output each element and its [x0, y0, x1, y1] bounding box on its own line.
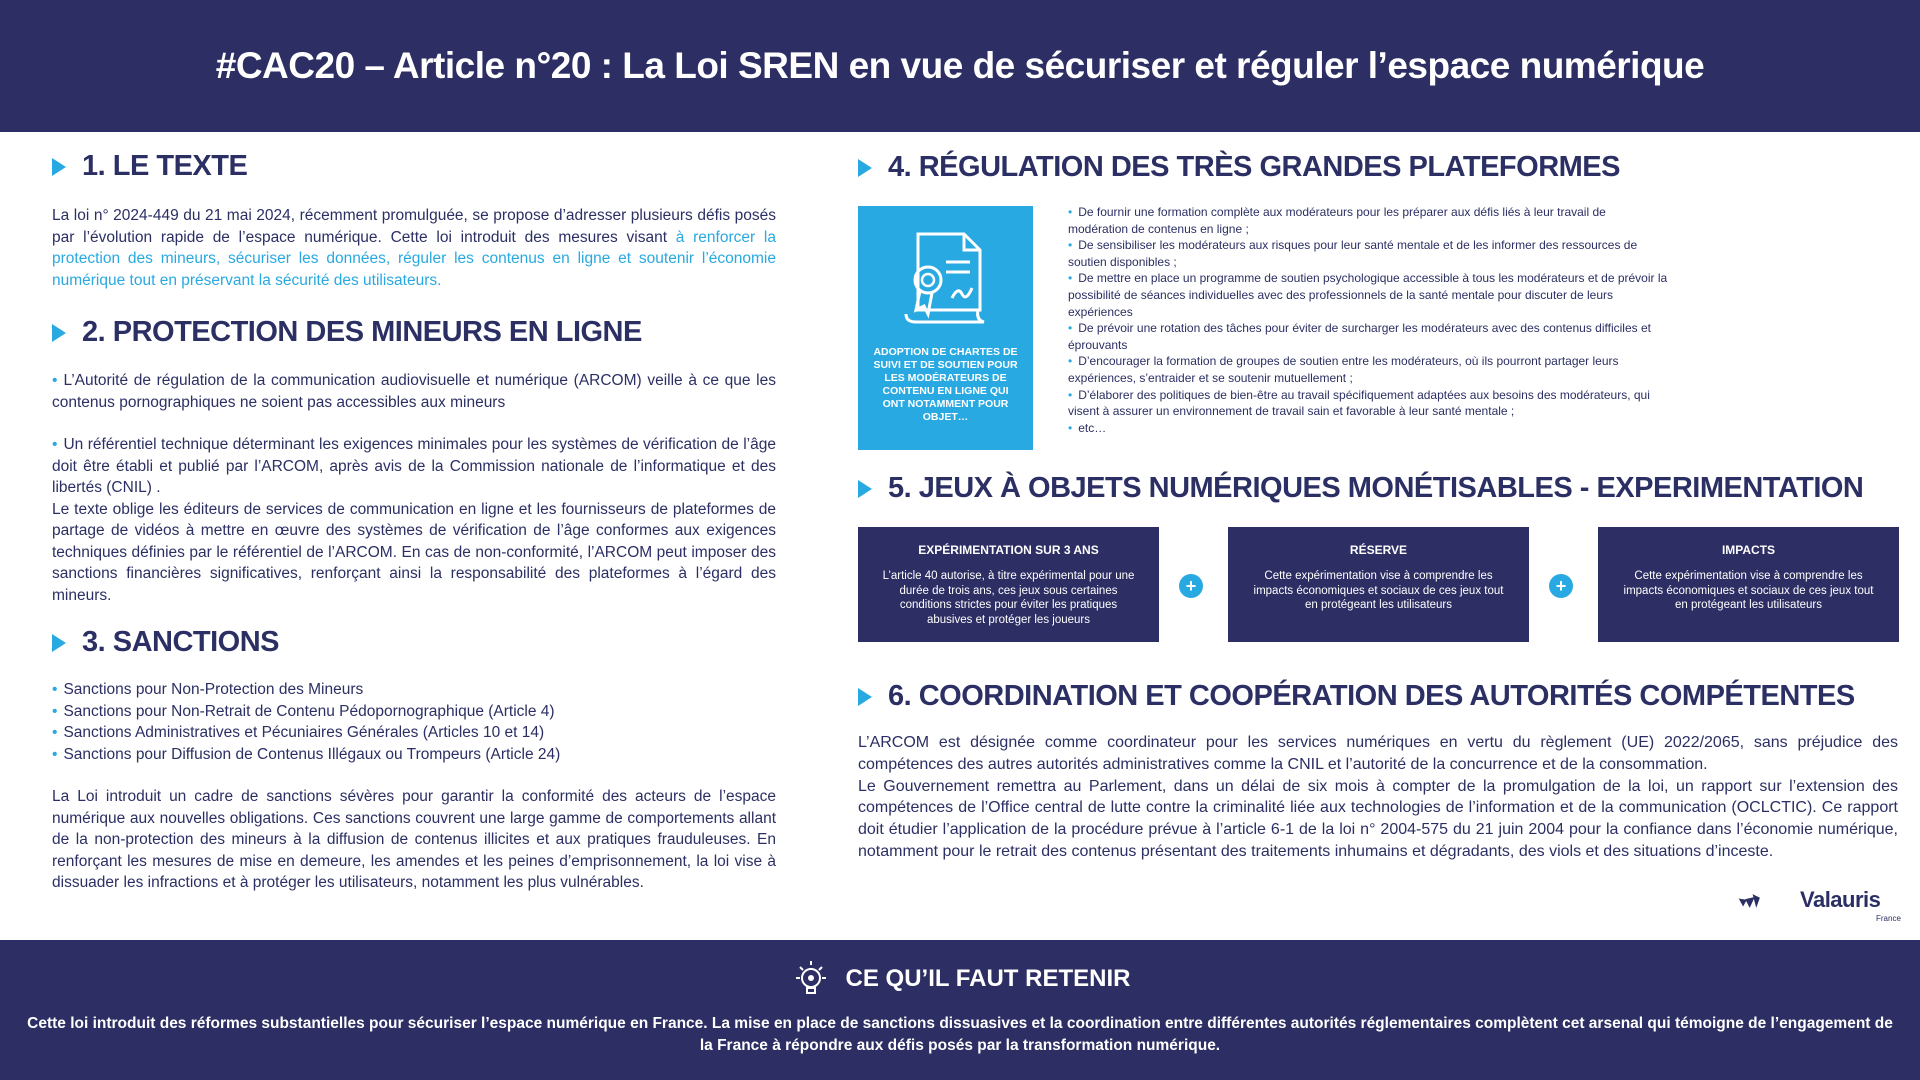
bullet-dot-icon: • [52, 724, 58, 741]
section-5-title-text: 5. JEUX À OBJETS NUMÉRIQUES MONÉTISABLES - EXPERIMENTATION [888, 472, 1864, 504]
list-item: • Sanctions pour Diffusion de Contenus Illégaux ou Trompeurs (Article 24) [52, 745, 561, 763]
footer-summary: Cette loi introduit des réformes substantielles pour sécuriser l’espace numérique en France. La mise en place de sanctions dissuasives et la coordination entre différentes autorités réglementaires complètent cet arsenal qui témoigne de l’engagement de la France à répondre aux défis posés par la transformation numérique. [27, 1015, 1893, 1054]
charter-box [858, 206, 1033, 450]
section-1-body [52, 205, 776, 291]
triangle-bullet-icon [858, 688, 872, 706]
section-6-paragraph-2: Le Gouvernement remettra au Parlement, dans un délai de six mois à compter de la promulgation de la loi, un rapport sur l’extension des compétences de l’Office central de lutte contre la criminalité liée aux technologies de l’information et de la communication (OCLCTIC). Ce rapport doit étudier l’application de la procédure prévue à l’article 6-1 de la loi n° 2004-575 du 21 juin 2004 pour la confiance dans l’économie numérique, notamment pour le retrait des contenus présentant des traitements inhumains et dégradants, des viols et des situations d’inceste. [858, 777, 1898, 860]
list-item: • D’élaborer des politiques de bien-être au travail spécifiquement adaptées aux besoins des modérateurs, qui visent à assurer un environnement de travail sain et favorable à leur santé mentale ; [1068, 387, 1650, 419]
reserve-card [1228, 527, 1529, 642]
bullet-dot-icon: • [1068, 238, 1073, 253]
card-title: IMPACTS [1721, 543, 1776, 557]
bullet-dot-icon: • [52, 681, 58, 698]
impacts-card [1598, 527, 1899, 642]
section-2-bullet-1: L’Autorité de régulation de la communication audiovisuelle et numérique (ARCOM) veille à ce que les contenus pornographiques ne soient pas accessibles aux mineurs [52, 372, 776, 411]
list-item: • De prévoir une rotation des tâches pour éviter de surcharger les modérateurs avec des contenus difficiles et éprouvants [1068, 321, 1651, 352]
bullet-dot-icon: • [1068, 354, 1073, 369]
section-6-title-text: 6. COORDINATION ET COOPÉRATION DES AUTORITÉS COMPÉTENTES [888, 680, 1855, 712]
section-1-title [52, 150, 247, 183]
charter-box-text: ADOPTION DE CHARTES DE SUIVI ET DE SOUTIEN POUR LES MODÉRATEURS DE CONTENU EN LIGNE QUI ONT NOTAMMENT POUR OBJET… [873, 346, 1018, 423]
list-item: • Sanctions pour Non-Retrait de Contenu Pédopornographique (Article 4) [52, 702, 555, 720]
bullet-dot-icon: • [1068, 205, 1073, 219]
section-2-title [52, 316, 642, 349]
list-item: • Sanctions pour Non-Protection des Mineurs [52, 681, 364, 698]
plus-icon: + [1549, 574, 1573, 598]
card-title: RÉSERVE [1349, 543, 1408, 557]
section-2-bullet-2: Un référentiel technique déterminant les exigences minimales pour les systèmes de vérification de l’âge doit être établi et publié par l’ARCOM, après avis de la Commission nationale de l’informatique et des libertés (CNIL) . [52, 436, 776, 496]
section-3-list [52, 679, 776, 894]
section-2-body [52, 370, 776, 606]
list-item: • etc… [1068, 420, 1107, 435]
card-text: L’article 40 autorise, à titre expérimental pour une durée de trois ans, ces jeux sous certaines conditions strictes pour éviter les pratiques abusives et protéger les joueurs [882, 570, 1135, 626]
section-4-title-text: 4. RÉGULATION DES TRÈS GRANDES PLATEFORMES [888, 151, 1620, 183]
plus-icon: + [1179, 574, 1203, 598]
section-5-title [858, 472, 1863, 505]
triangle-bullet-icon [52, 158, 66, 176]
logo-subtitle: France [1876, 914, 1901, 923]
section-1-title-text: 1. LE TEXTE [82, 150, 248, 182]
list-item: • De sensibiliser les modérateurs aux risques pour leur santé mentale et de les informer des ressources de soutien disponibles ; [1068, 238, 1638, 269]
page-title: #CAC20 – Article n°20 : La Loi SREN en vue de sécuriser et réguler l’espace numérique [215, 45, 1705, 86]
triangle-bullet-icon [858, 159, 872, 177]
triangle-bullet-icon [52, 634, 66, 652]
section-1-intro: La loi n° 2024-449 du 21 mai 2024, récemment promulguée, se propose d’adresser plusieurs défis posés par l’évolution rapide de l’espace numérique. Cette loi introduit des mesures visant [52, 207, 776, 246]
certificate-document-icon [898, 228, 994, 328]
triangle-bullet-icon [52, 324, 66, 342]
section-6-body [858, 732, 1898, 863]
section-2-title-text: 2. PROTECTION DES MINEURS EN LIGNE [82, 316, 642, 348]
bullet-dot-icon: • [52, 702, 58, 720]
bullet-dot-icon: • [1068, 387, 1073, 402]
bullet-dot-icon: • [1068, 271, 1073, 286]
list-item: • Sanctions Administratives et Pécuniaires Générales (Articles 10 et 14) [52, 724, 545, 741]
card-title: EXPÉRIMENTATION SUR 3 ANS [918, 543, 1099, 557]
valauris-logo-icon [1738, 876, 1800, 926]
card-text: Cette expérimentation vise à comprendre les impacts économiques et sociaux de ces jeux tout en protégeant les utilisateurs [1253, 570, 1504, 611]
list-item: • De fournir une formation complète aux modérateurs pour les préparer aux défis liés à leur travail de modération de contenus en ligne ; [1068, 205, 1606, 236]
section-3-title [52, 626, 279, 659]
bullet-dot-icon: • [1068, 420, 1073, 435]
section-6-title [858, 680, 1855, 713]
footer-title-text: CE QU’IL FAUT RETENIR [845, 965, 1131, 992]
section-1-highlight: à renforcer la protection des mineurs, sécuriser les données, réguler les contenus en ligne et soutenir l’économie numérique tout en préservant la sécurité des utilisateurs. [52, 228, 776, 289]
experiment-card [858, 527, 1159, 642]
bullet-dot-icon: • [52, 372, 58, 389]
bullet-dot-icon: • [1068, 321, 1073, 336]
section-4-title [858, 151, 1620, 184]
triangle-bullet-icon [858, 480, 872, 498]
section-6-paragraph-1: L’ARCOM est désignée comme coordinateur pour les services numériques en vertu du règlement (UE) 2022/2065, sans préjudice des compétences des autres autorités administratives comme la CNIL et l’autorité de la concurrence et de la consommation. [858, 734, 1898, 773]
footer-title [0, 958, 1920, 1000]
moderator-charter-list [1068, 204, 1668, 436]
logo-wordmark: Valauris [1800, 887, 1881, 912]
bullet-dot-icon: • [52, 745, 58, 763]
list-item: • D’encourager la formation de groupes de soutien entre les modérateurs, où ils pourront partager leurs expériences, s’entraider et se soutenir mutuellement ; [1068, 354, 1619, 385]
section-3-title-text: 3. SANCTIONS [82, 626, 280, 658]
section-3-paragraph: La Loi introduit un cadre de sanctions sévères pour garantir la conformité des acteurs de l’espace numérique aux nouvelles obligations. Ces sanctions couvrent une large gamme de comportements allant de la non-protection des mineurs à la diffusion de contenus illicites et aux pratiques frauduleuses. En renforçant les mesures de mise en demeure, les amendes et les peines d’emprisonnement, la loi vise à dissuader les infractions et à protéger les utilisateurs, notamment les plus vulnérables. [52, 788, 776, 891]
section-2-paragraph: Le texte oblige les éditeurs de services de communication en ligne et les fournisseurs de plateformes de partage de vidéos à mettre en œuvre des systèmes de vérification de l’âge conformes aux exigences techniques définies par le référentiel de l’ARCOM. En cas de non-conformité, l’ARCOM peut imposer des sanctions financières significatives, renforçant ainsi la responsabilité des plateformes à l’égard des mineurs. [52, 500, 776, 604]
list-item: • De mettre en place un programme de soutien psychologique accessible à tous les modérateurs et de prévoir la possibilité de séances individuelles avec des professionnels de la santé mentale pour discuter de leurs expériences [1068, 271, 1668, 319]
lightbulb-icon [790, 958, 832, 1000]
bullet-dot-icon: • [52, 436, 58, 453]
header-banner [0, 0, 1920, 132]
card-text: Cette expérimentation vise à comprendre les impacts économiques et sociaux de ces jeux tout en protégeant les utilisateurs [1623, 570, 1874, 611]
